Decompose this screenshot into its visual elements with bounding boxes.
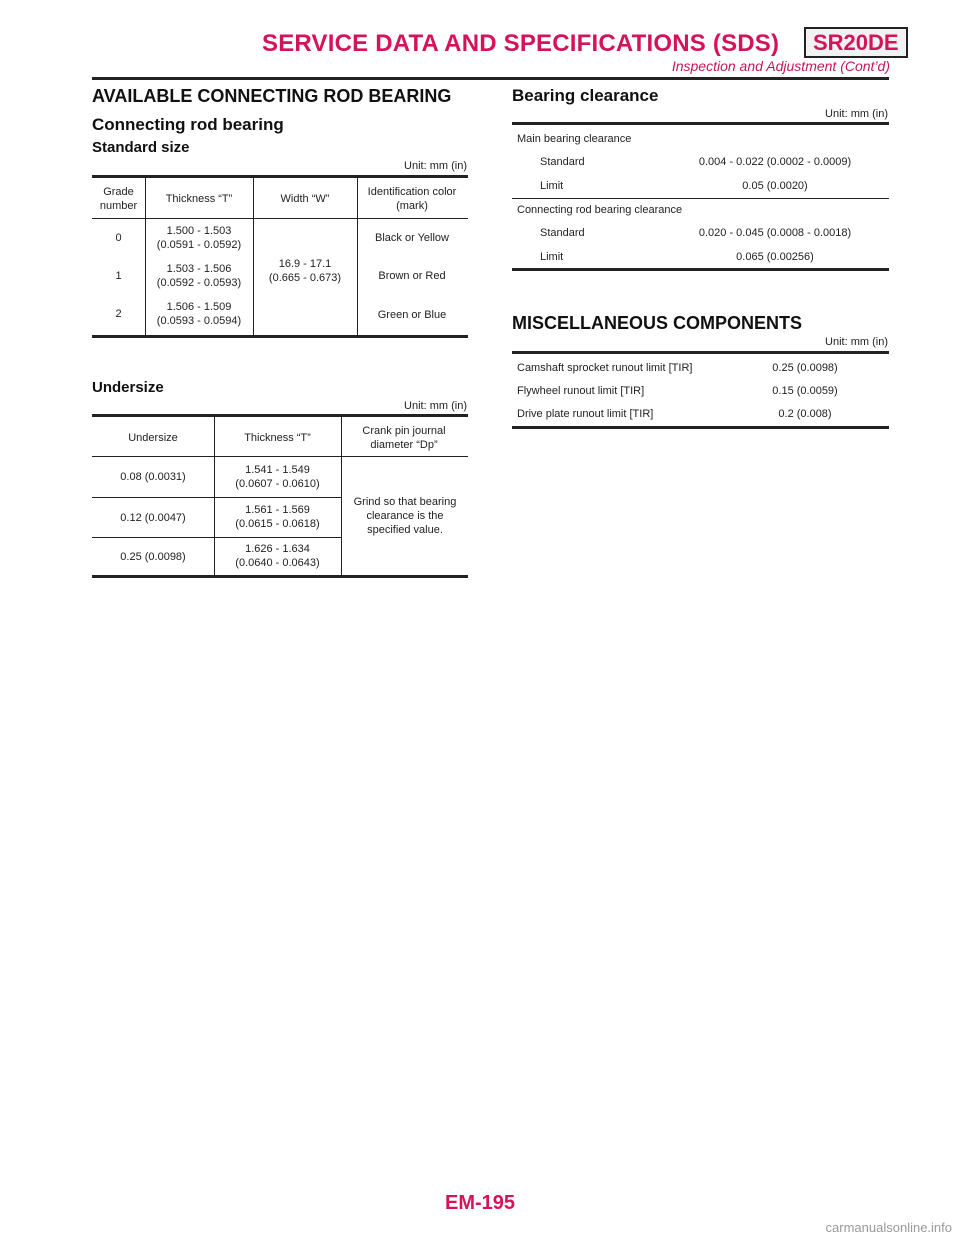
table-header-rule xyxy=(92,218,468,219)
table-bottom-rule xyxy=(92,335,468,338)
misc-value: 0.2 (0.008) xyxy=(778,408,832,420)
table-bottom-rule xyxy=(92,575,468,578)
main-bearing-label: Main bearing clearance xyxy=(517,133,632,145)
section-title-connecting-rod-bearing: AVAILABLE CONNECTING ROD BEARING xyxy=(92,86,452,106)
col-header-color: Identification color (mark) xyxy=(367,186,457,212)
rod-limit-label: Limit xyxy=(540,251,564,263)
color-cell: Black or Yellow xyxy=(375,232,449,244)
main-standard-value: 0.004 - 0.022 (0.0002 - 0.0009) xyxy=(698,156,852,168)
thickness-cell: 1.541 - 1.549 xyxy=(245,464,310,476)
thickness-in-cell: (0.0591 - 0.0592) xyxy=(156,239,242,251)
engine-badge: SR20DE xyxy=(804,27,908,58)
rod-standard-label: Standard xyxy=(540,227,585,239)
col-header-thickness: Thickness “T” xyxy=(165,193,233,205)
thickness-in-cell: (0.0615 - 0.0618) xyxy=(235,518,320,530)
grade-cell: 0 xyxy=(115,232,122,244)
rod-bearing-label: Connecting rod bearing clearance xyxy=(517,204,683,216)
width-cell: 16.9 - 17.1 xyxy=(278,258,332,270)
thickness-cell: 1.500 - 1.503 xyxy=(166,225,232,237)
width-in-cell: (0.665 - 0.673) xyxy=(268,272,342,284)
color-cell: Brown or Red xyxy=(378,270,446,282)
col-divider xyxy=(341,417,342,575)
thickness-cell: 1.561 - 1.569 xyxy=(245,504,310,516)
misc-label: Drive plate runout limit [TIR] xyxy=(517,408,654,420)
page-number: EM-195 xyxy=(444,1192,516,1214)
table-header-rule xyxy=(92,456,468,457)
misc-label: Camshaft sprocket runout limit [TIR] xyxy=(517,362,693,374)
col-header-width: Width “W” xyxy=(280,193,330,205)
grade-cell: 2 xyxy=(115,308,122,320)
col-header-undersize: Undersize xyxy=(128,432,178,444)
color-cell: Green or Blue xyxy=(377,309,447,321)
thickness-cell: 1.626 - 1.634 xyxy=(245,543,310,555)
table-bottom-rule xyxy=(512,426,889,429)
thickness-cell: 1.506 - 1.509 xyxy=(166,301,232,313)
undersize-cell: 0.08 (0.0031) xyxy=(120,471,186,483)
table-top-rule xyxy=(512,122,889,125)
col-header-grade: Grade number xyxy=(99,186,138,212)
misc-components-title: MISCELLANEOUS COMPONENTS xyxy=(512,313,803,333)
rod-limit-value: 0.065 (0.00256) xyxy=(736,251,814,263)
table-top-rule xyxy=(512,351,889,354)
row-rule xyxy=(512,198,889,199)
watermark: carmanualsonline.info xyxy=(825,1220,952,1235)
misc-unit: Unit: mm (in) xyxy=(825,336,888,348)
thickness-in-cell: (0.0640 - 0.0643) xyxy=(235,557,320,569)
thickness-in-cell: (0.0607 - 0.0610) xyxy=(235,478,320,490)
undersize-cell: 0.25 (0.0098) xyxy=(120,551,186,563)
table-bottom-rule xyxy=(512,268,889,271)
grade-cell: 1 xyxy=(115,270,122,282)
undersize-title: Undersize xyxy=(92,379,164,396)
table-top-rule xyxy=(92,414,468,417)
undersize-unit: Unit: mm (in) xyxy=(404,400,467,412)
header-subtitle: Inspection and Adjustment (Cont’d) xyxy=(671,58,890,74)
col-header-crank-pin: Crank pin journal diameter “Dp” xyxy=(362,425,446,451)
grind-note: Grind so that bearing clearance is the specified value. xyxy=(353,496,457,536)
bearing-clearance-title: Bearing clearance xyxy=(512,86,659,105)
clearance-unit: Unit: mm (in) xyxy=(825,108,888,120)
row-rule xyxy=(92,537,341,538)
col-header-thickness: Thickness “T” xyxy=(244,432,311,444)
rod-standard-value: 0.020 - 0.045 (0.0008 - 0.0018) xyxy=(698,227,852,239)
main-limit-label: Limit xyxy=(540,180,564,192)
header-title: SERVICE DATA AND SPECIFICATIONS (SDS) xyxy=(262,30,780,57)
thickness-in-cell: (0.0592 - 0.0593) xyxy=(156,277,242,289)
subsection-title-connecting-rod-bearing: Connecting rod bearing xyxy=(92,115,284,134)
standard-size-title: Standard size xyxy=(92,139,190,156)
misc-value: 0.15 (0.0059) xyxy=(772,385,838,397)
standard-unit: Unit: mm (in) xyxy=(404,160,467,172)
row-rule xyxy=(92,497,341,498)
thickness-cell: 1.503 - 1.506 xyxy=(166,263,232,275)
misc-label: Flywheel runout limit [TIR] xyxy=(517,385,645,397)
header-rule xyxy=(92,77,889,80)
misc-value: 0.25 (0.0098) xyxy=(772,362,838,374)
main-limit-value: 0.05 (0.0020) xyxy=(742,180,808,192)
undersize-cell: 0.12 (0.0047) xyxy=(120,512,186,524)
main-standard-label: Standard xyxy=(540,156,585,168)
table-top-rule xyxy=(92,175,468,178)
thickness-in-cell: (0.0593 - 0.0594) xyxy=(156,315,242,327)
